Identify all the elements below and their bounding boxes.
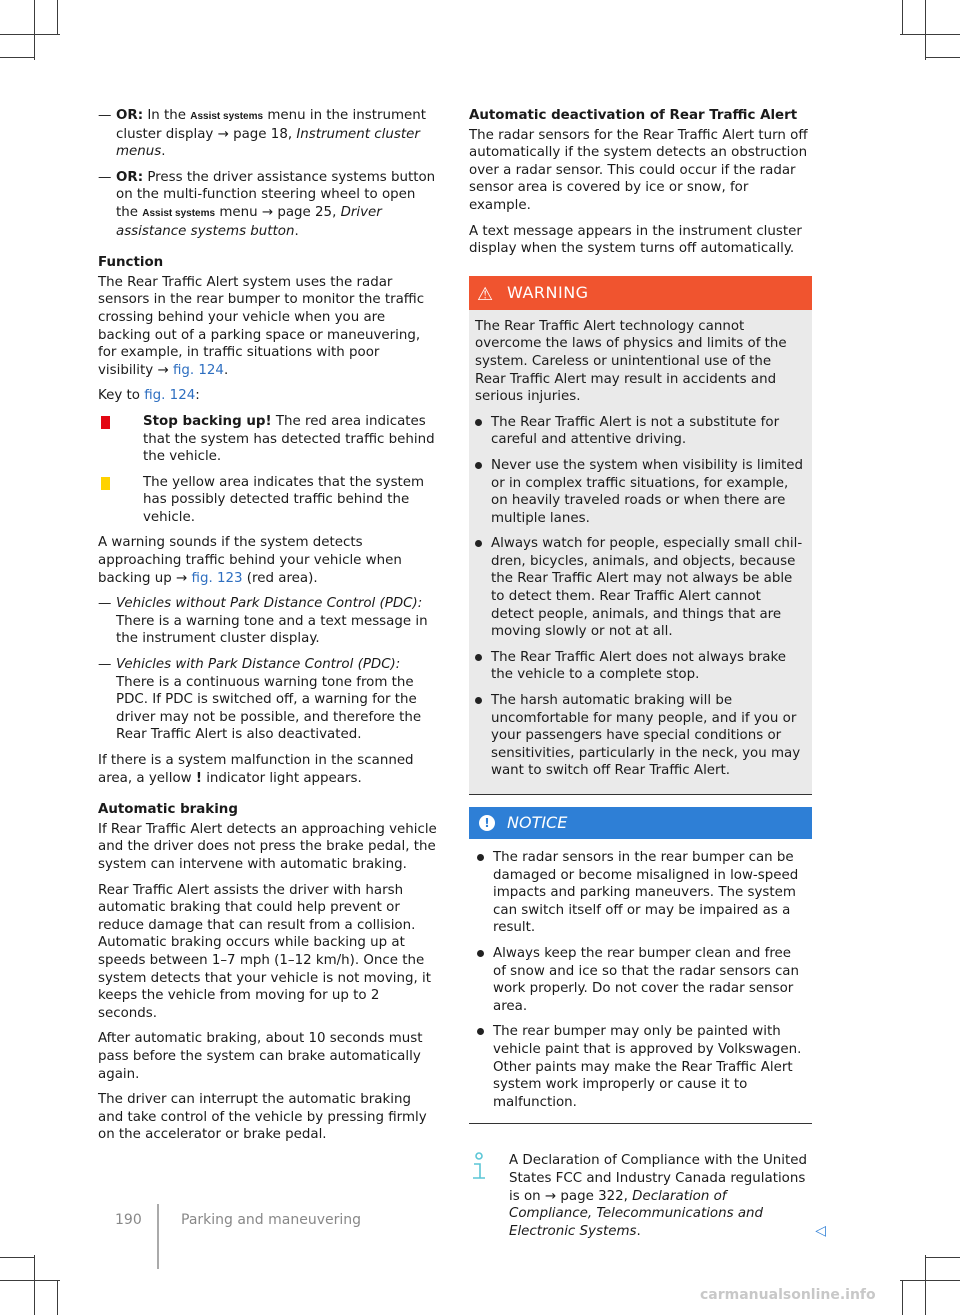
punctuation: . — [636, 1223, 641, 1239]
warning-item-text: The harsh automatic braking will be uncomfortable for many people, and if you or your passengers have special conditions or sensitivities, particularly in the neck, you may want to switch off Rear Traffic Alert. — [491, 693, 801, 779]
crop-mark — [57, 0, 58, 35]
yellow-square-icon — [101, 477, 110, 490]
crop-mark — [57, 1280, 58, 1315]
arrow-icon: → — [544, 1188, 557, 1204]
crop-mark — [34, 0, 35, 60]
punctuation: : — [195, 388, 200, 404]
pdc-text: There is a continuous warning tone from the PDC. If PDC is switched off, a warning for the driver may not be possible, and therefore the Rear Traffic Alert is also deactivated. — [116, 674, 422, 743]
deactivation-paragraph-2: A text message appears in the instrument cluster display when the system turns off automatically. — [469, 223, 802, 257]
key-yellow-item — [98, 474, 438, 527]
warning-item — [475, 414, 806, 449]
warning-item — [475, 457, 806, 527]
crop-mark — [0, 57, 35, 58]
malfunction-paragraph — [98, 752, 438, 787]
dash-bullet: — — [98, 596, 112, 612]
braking-paragraph-4: The driver can interrupt the automatic braking and take control of the vehicle by pressing firmly on the accelerator or brake pedal. — [98, 1092, 427, 1143]
bullet-icon — [477, 854, 484, 861]
crop-mark — [0, 1280, 60, 1281]
instruction-text: In the — [143, 108, 191, 123]
section-ref[interactable]: Driver assistance systems button — [116, 204, 382, 239]
warning-item-text: The Rear Traffic Alert does not always brake the vehicle to a complete stop. — [491, 649, 787, 683]
braking-paragraph-1: If Rear Traffic Alert detects an approaching vehicle and the driver does not press the brake pedal, the system can intervene with automatic braking. — [98, 821, 437, 872]
warning-header — [469, 276, 812, 310]
crop-mark — [925, 57, 960, 58]
dash-bullet: — — [98, 657, 112, 673]
crop-mark — [0, 34, 60, 35]
or-instruction-1 — [98, 107, 438, 161]
punctuation: . — [294, 223, 299, 239]
paragraph-text: (red area). — [242, 570, 318, 586]
or-label: OR: — [116, 169, 144, 185]
arrow-icon: → — [176, 570, 188, 586]
notice-item — [477, 849, 808, 937]
page-ref[interactable]: page 322, — [556, 1188, 633, 1204]
braking-heading: Automatic braking — [98, 802, 238, 818]
pdc-text: There is a warning tone and a text message in the instrument cluster display. — [116, 613, 428, 647]
pdc-label: Vehicles with Park Distance Control (PDC): — [116, 657, 401, 673]
stop-label: Stop backing up! — [143, 413, 272, 429]
or-instruction-2 — [98, 169, 438, 240]
bullet-icon — [477, 950, 484, 957]
crop-mark — [900, 1280, 960, 1281]
punctuation: . — [223, 362, 229, 378]
footer-divider — [157, 1204, 159, 1269]
notice-exclamation-icon: ! — [479, 815, 495, 831]
key-red-item — [98, 413, 438, 466]
notice-item-text: Always keep the rear bumper clean and free of snow and ice so that the radar sensors can work properly. Do not cover the radar sensor area. — [493, 945, 800, 1014]
function-paragraph — [98, 274, 438, 380]
warning-item-text: The Rear Traffic Alert is not a substitute for careful and attentive driving. — [491, 414, 780, 448]
paragraph-text: The Rear Traffic Alert system uses the radar sensors in the rear bumper to monitor the traffic crossing behind your vehicle when you are backing out of a parking space or maneuvering, for example, in traffic situations with poor visibility — [98, 274, 425, 378]
function-heading: Function — [98, 255, 164, 271]
crop-mark — [34, 1255, 35, 1315]
notice-box — [469, 839, 812, 1124]
bullet-icon — [475, 654, 482, 661]
pdc-label: Vehicles without Park Distance Control (PDC): — [116, 596, 423, 612]
watermark: carmanualsonline.info — [700, 1287, 876, 1303]
info-note — [469, 1152, 826, 1240]
section-ref[interactable]: Declaration of Compliance, Telecommunications and Electronic Systems — [509, 1188, 764, 1239]
paragraph-text: If there is a system malfunction in the scanned area, a yellow — [98, 753, 414, 786]
crop-mark — [902, 1280, 903, 1315]
arrow-icon: → — [217, 126, 229, 142]
figure-link[interactable]: fig. 124 — [172, 362, 224, 378]
punctuation: . — [161, 144, 166, 160]
paragraph-text: A warning sounds if the system detects approaching traffic behind your vehicle when backing up — [98, 535, 402, 586]
bullet-icon — [475, 419, 482, 426]
info-icon — [469, 1152, 489, 1182]
key-description: The yellow area indicates that the system has possibly detected traffic behind the vehicle. — [143, 474, 425, 525]
crop-mark — [925, 0, 926, 60]
menu-name: Assist systems — [190, 111, 264, 122]
paragraph-text: indicator light appears. — [201, 770, 362, 786]
braking-paragraph-3: After automatic braking, about 10 seconds must pass before the system can brake automatically again. — [98, 1031, 423, 1082]
instruction-text: menu in the instrument cluster display — [116, 108, 426, 142]
page-ref[interactable]: page 25, — [273, 204, 341, 220]
key-text: Key to — [98, 388, 145, 404]
notice-item-text: The radar sensors in the rear bumper can be damaged or become misaligned in low-speed impacts and parking maneuvers. The system can switch itself off or may be impaired as a result. — [493, 850, 799, 936]
bullet-icon — [475, 462, 482, 469]
figure-link[interactable]: fig. 123 — [191, 570, 243, 586]
deactivation-heading: Automatic deactivation of Rear Traffic Alert — [469, 108, 798, 123]
crop-mark — [0, 1257, 35, 1258]
menu-name: Assist systems — [142, 207, 216, 219]
section-end-icon: ◁ — [815, 1222, 826, 1239]
crop-mark — [900, 34, 960, 35]
warning-intro: The Rear Traffic Alert technology cannot overcome the laws of physics and limits of the system. Careless or unintentional use of the Rear Traffic Alert may result in accidents and serious injuries. — [475, 318, 787, 405]
dash-bullet: — — [98, 108, 112, 123]
key-description: The red area indicates that the system has detected traffic behind the vehicle. — [143, 413, 435, 465]
warning-triangle-icon: ⚠ — [477, 283, 494, 305]
warning-item — [475, 692, 806, 780]
crop-mark — [925, 1257, 960, 1258]
warning-item-text: Always watch for people, especially small children, bicycles, animals, and objects, because the Rear Traffic Alert may not always be able to detect them. Rear Traffic Alert cannot detect people, animals, and things that are moving slowly or not at all. — [491, 536, 803, 640]
bullet-icon — [475, 540, 482, 547]
braking-paragraph-2: Rear Traffic Alert assists the driver with harsh automatic braking that could help prevent or reduce damage that can result from a collision. Automatic braking occurs while backing up at speeds between 1–7 mph (1–12 km/h). Once the system detects that your vehicle is not moving, it keeps the vehicle from moving for up to 2 seconds. — [98, 882, 431, 1021]
notice-header — [469, 807, 812, 839]
arrow-icon: → — [157, 362, 169, 378]
or-label: OR: — [116, 108, 144, 123]
key-line — [98, 387, 438, 405]
notice-item — [477, 945, 808, 1015]
notice-title: NOTICE — [507, 813, 568, 832]
instruction-text: menu — [215, 204, 262, 220]
section-title: Parking and maneuvering — [181, 1212, 362, 1228]
deactivation-paragraph-1: The radar sensors for the Rear Traffic Alert turn off automatically if the system detects an obstruction over a radar sensor. This could occur if the radar sensor area is covered by ice or snow, for example. — [469, 127, 808, 213]
warning-item-text: Never use the system when visibility is limited or in complex traffic situations, for example, on heavily traveled roads or when there are multiple lanes. — [491, 457, 804, 526]
page-number: 190 — [115, 1212, 142, 1228]
crop-mark — [925, 1255, 926, 1315]
bullet-icon — [475, 697, 482, 704]
pdc-item-without — [98, 595, 438, 648]
warning-item — [475, 535, 806, 641]
notice-item-text: The rear bumper may only be painted with vehicle paint that is approved by Volkswagen. Other paints may make the Rear Traffic Alert system work improperly or cause it to malfunction. — [493, 1024, 802, 1110]
info-text: A Declaration of Compliance with the United States FCC and Industry Canada regulations is on — [509, 1153, 808, 1204]
instruction-text: Press the driver assistance systems button on the multi-function steering wheel to open the — [116, 169, 436, 220]
right-column — [469, 107, 826, 1240]
red-square-icon — [101, 416, 110, 429]
warning-box — [469, 310, 812, 795]
dash-bullet: — — [98, 169, 112, 185]
warning-title: WARNING — [507, 282, 589, 302]
bullet-icon — [477, 1028, 484, 1035]
pdc-item-with — [98, 656, 438, 744]
exclamation-indicator-icon: ! — [195, 770, 202, 786]
figure-link[interactable]: fig. 124 — [144, 388, 196, 404]
page-ref[interactable]: page 18, — [228, 126, 297, 142]
warning-item — [475, 649, 806, 684]
section-ref[interactable]: Instrument cluster menus — [116, 126, 420, 160]
left-column — [98, 107, 438, 1152]
crop-mark — [902, 0, 903, 35]
warning-sound-paragraph — [98, 534, 438, 587]
notice-item — [477, 1023, 808, 1111]
arrow-icon: → — [261, 204, 274, 220]
